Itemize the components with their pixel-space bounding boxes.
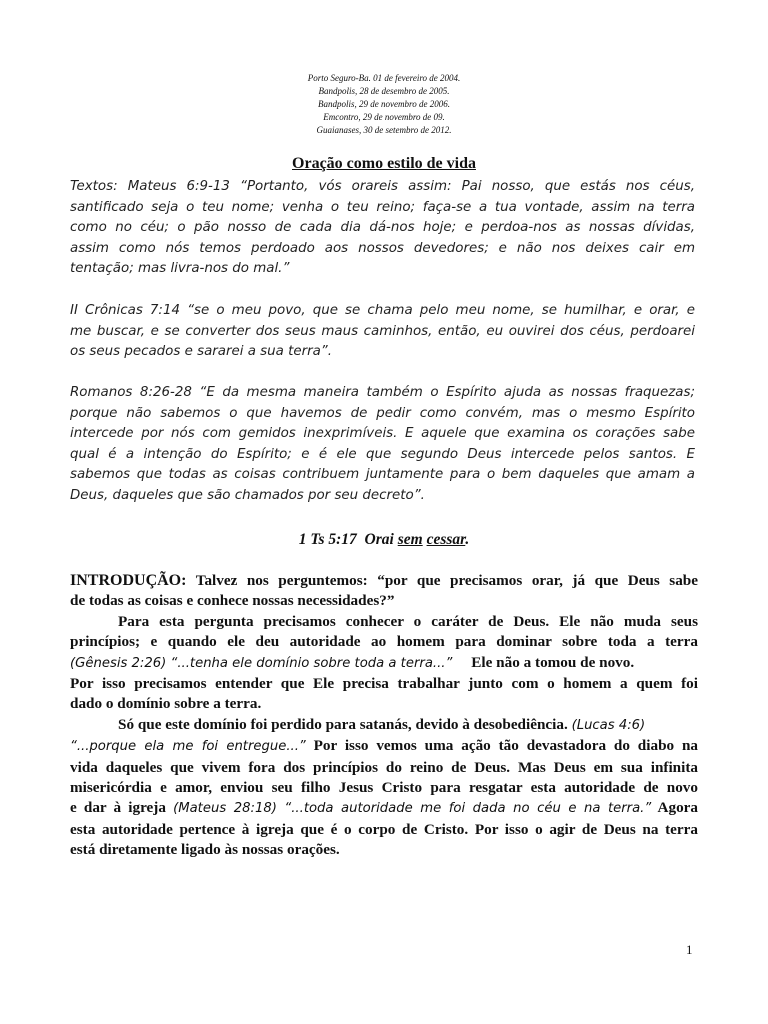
sermon-body [70,571,698,861]
body-line: princípios; e quando ele deu autoridade ao homem para dominar sobre toda a terra [70,633,698,651]
key-verse-end: . [465,531,470,548]
body-line [70,571,698,591]
passage-line: como no céu; o pão nosso de cada dia dá-nos hoje; e perdoa-nos as nossas dívidas, [70,220,695,236]
scripture-reference: “...porque ela me foi entregue...” [70,739,306,755]
body-text: Só que este domínio foi perdido para satanás, devido à desobediência. [118,715,568,733]
header-line: Emcontro, 29 de novembro de 09. [323,112,445,122]
key-verse-word-underlined: cessar [426,531,466,548]
body-line: dado o domínio sobre a terra. [70,695,262,713]
body-line: esta autoridade pertence à igreja que é o corpo de Cristo. Por isso o agir de Deus na terra [70,820,698,838]
page-number: 1 [686,942,693,957]
intro-text: Talvez nos perguntemos: “por que precisamos orar, já que Deus sabe [195,572,698,589]
body-text: Ele não a tomou de novo. [471,653,635,671]
passage-line: II Crônicas 7:14 “se o meu povo, que se chama pelo meu nome, se humilhar, e orar, e [70,303,695,318]
passage-line: Textos: Mateus 6:9-13 “Portanto, vós orareis assim: Pai nosso, que estás nos céus, [70,179,695,194]
body-line: vida daqueles que vivem fora dos princípios do reino de Deus. Mas Deus em sua infinita [70,758,698,776]
body-line: Para esta pergunta precisamos conhecer o caráter de Deus. Ele não muda seus [118,612,698,630]
passage-line: qual é a intenção do Espírito; e é ele que segundo Deus intercede pelos santos. E [70,446,695,462]
passage-line: tentação; mas livra-nos do mal.” [70,261,290,277]
body-line: de todas as coisas e conhece nossas necessidades?” [70,592,395,610]
key-verse [0,531,768,549]
body-line [70,736,698,757]
passage-line: porque não sabemos o que havemos de pedir como convém, mas o mesmo Espírito [70,405,695,421]
body-text: Agora [657,799,699,817]
header-line: Bandpolis, 28 de desembro de 2005. [318,86,450,96]
scripture-reference: (Gênesis 2:26) “...tenha ele domínio sobre toda a terra...” [70,655,453,671]
romanos-passage [70,383,695,507]
passage-line: os seus pecados e sararei a sua terra”. [70,344,332,360]
passage-line: assim como nós temos perdoado aos nossos devedores; e não nos deixes cair em [70,240,695,256]
passage-line: santificado seja o teu nome; venha o teu reino; faça-se a tua vontade, assim na terra [70,199,695,215]
passage-line: intercede por nós com gemidos inexprimíveis. E aquele que examina os corações sabe [70,426,695,442]
body-line: está diretamente ligado às nossas orações. [70,841,340,859]
key-verse-word-underlined: sem [397,531,423,548]
body-line [70,715,698,736]
cronicas-passage [70,301,695,363]
header-line: Porto Seguro-Ba. 01 de fevereiro de 2004. [307,73,461,83]
header-line: Guaianases, 30 de setembro de 2012. [316,125,452,135]
body-text: Por isso vemos uma ação tão devastadora do diabo na [313,737,699,755]
scripture-reference: (Lucas 4:6) [571,717,646,733]
body-text: e dar à igreja [70,799,166,817]
passage-line: me buscar, e se converter dos seus maus caminhos, então, eu ouvirei dos céus, perdoarei [70,323,695,339]
body-line: Por isso precisamos entender que Ele precisa trabalhar junto com o homem a quem foi [70,675,698,693]
key-verse-word: Orai [364,531,394,548]
body-line [70,798,698,819]
header-line: Bandpolis, 29 de novembro de 2006. [318,99,450,109]
mateus-passage [70,177,695,280]
passage-line: sabemos que todas as coisas contribuem juntamente para o bem daqueles que amam a [70,467,695,483]
date-header [0,72,768,137]
body-line [70,653,698,674]
body-line: misericórdia e amor, enviou seu filho Jesus Cristo para resgatar esta autoridade de novo [70,779,698,797]
key-verse-ref: 1 Ts 5:17 [298,531,357,548]
scripture-reference: (Mateus 28:18) “...toda autoridade me foi dada no céu e na terra.” [173,801,652,817]
passage-line: Deus, daqueles que são chamados por seu decreto”. [70,487,425,503]
page-title: Oração como estilo de vida [292,155,476,172]
intro-label: INTRODUÇÃO: [70,572,187,589]
passage-line: Romanos 8:26-28 “E da mesma maneira também o Espírito ajuda as nossas fraquezas; [70,385,695,400]
